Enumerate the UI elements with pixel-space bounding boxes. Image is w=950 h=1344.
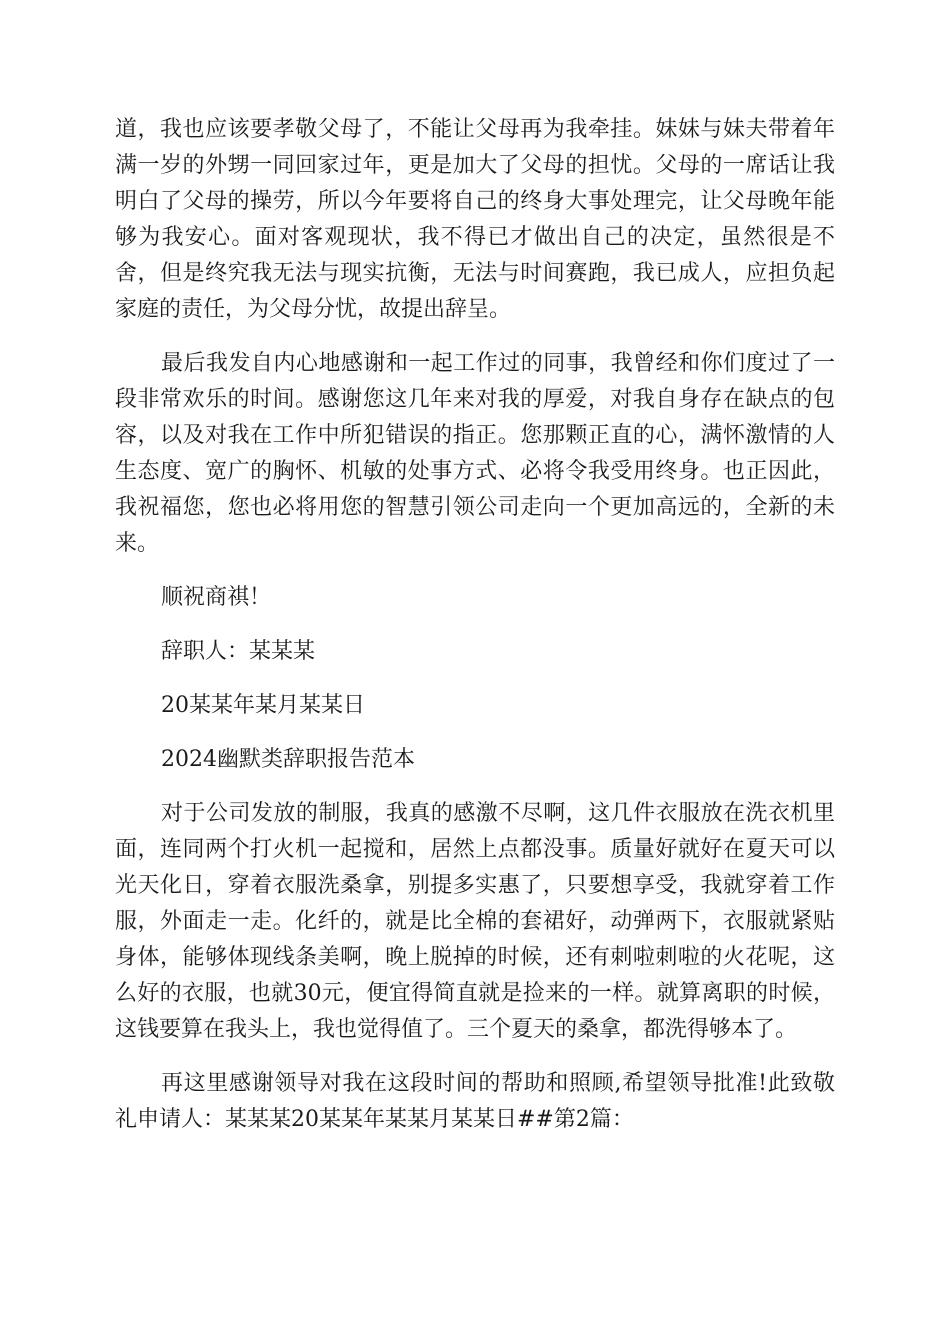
paragraph-final-request: 再这里感谢领导对我在这段时间的帮助和照顾,希望领导批准!此致敬礼申请人：某某某20某某年某某月某某日##第2篇：: [115, 1071, 835, 1132]
paragraph-uniform-humor: 对于公司发放的制服，我真的感激不尽啊，这几件衣服放在洗衣机里面，连同两个打火机一起搅和，居然上点都没事。质量好就好在夏天可以光天化日，穿着衣服洗桑拿，别提多实惠了，只要想享受，我就穿着工作服，外面走一走。化纤的，就是比全棉的套裙好，动弹两下，衣服就紧贴身体，能够体现线条美啊，晚上脱掉的时候，还有刺啦刺啦的火花呢，这么好的衣服，也就30元，便宜得简直就是捡来的一样。就算离职的时候，这钱要算在我头上，我也觉得值了。三个夏天的桑拿，都洗得够本了。: [115, 801, 835, 1042]
paragraph-filial-duty: 道，我也应该要孝敬父母了，不能让父母再为我牵挂。妹妹与妹夫带着年满一岁的外甥一同回家过年，更是加大了父母的担忧。父母的一席话让我明白了父母的操劳，所以今年要将自己的终身大事处理完，让父母晚年能够为我安心。面对客观现状，我不得已才做出自己的决定，虽然很是不舍，但是终究我无法与现实抗衡，无法与时间赛跑，我已成人，应担负起家庭的责任，为父母分忧，故提出辞呈。: [115, 117, 835, 322]
paragraph-thanks-colleagues: 最后我发自内心地感谢和一起工作过的同事，我曾经和你们度过了一段非常欢乐的时间。感谢您这几年来对我的厚爱，对我自身存在缺点的包容，以及对我在工作中所犯错误的指正。您那颗正直的心，满怀激情的人生态度、宽广的胸怀、机敏的处事方式、必将令我受用终身。也正因此，我祝福您，您也必将用您的智慧引领公司走向一个更加高远的，全新的未来。: [115, 351, 835, 556]
section-heading: 2024幽默类辞职报告范本: [161, 747, 415, 772]
document-body: [115, 112, 835, 1156]
signature-line: 辞职人：某某某: [161, 639, 316, 664]
date-line: 20某某年某月某某日: [161, 693, 365, 718]
closing-greeting: 顺祝商祺！: [161, 585, 272, 610]
